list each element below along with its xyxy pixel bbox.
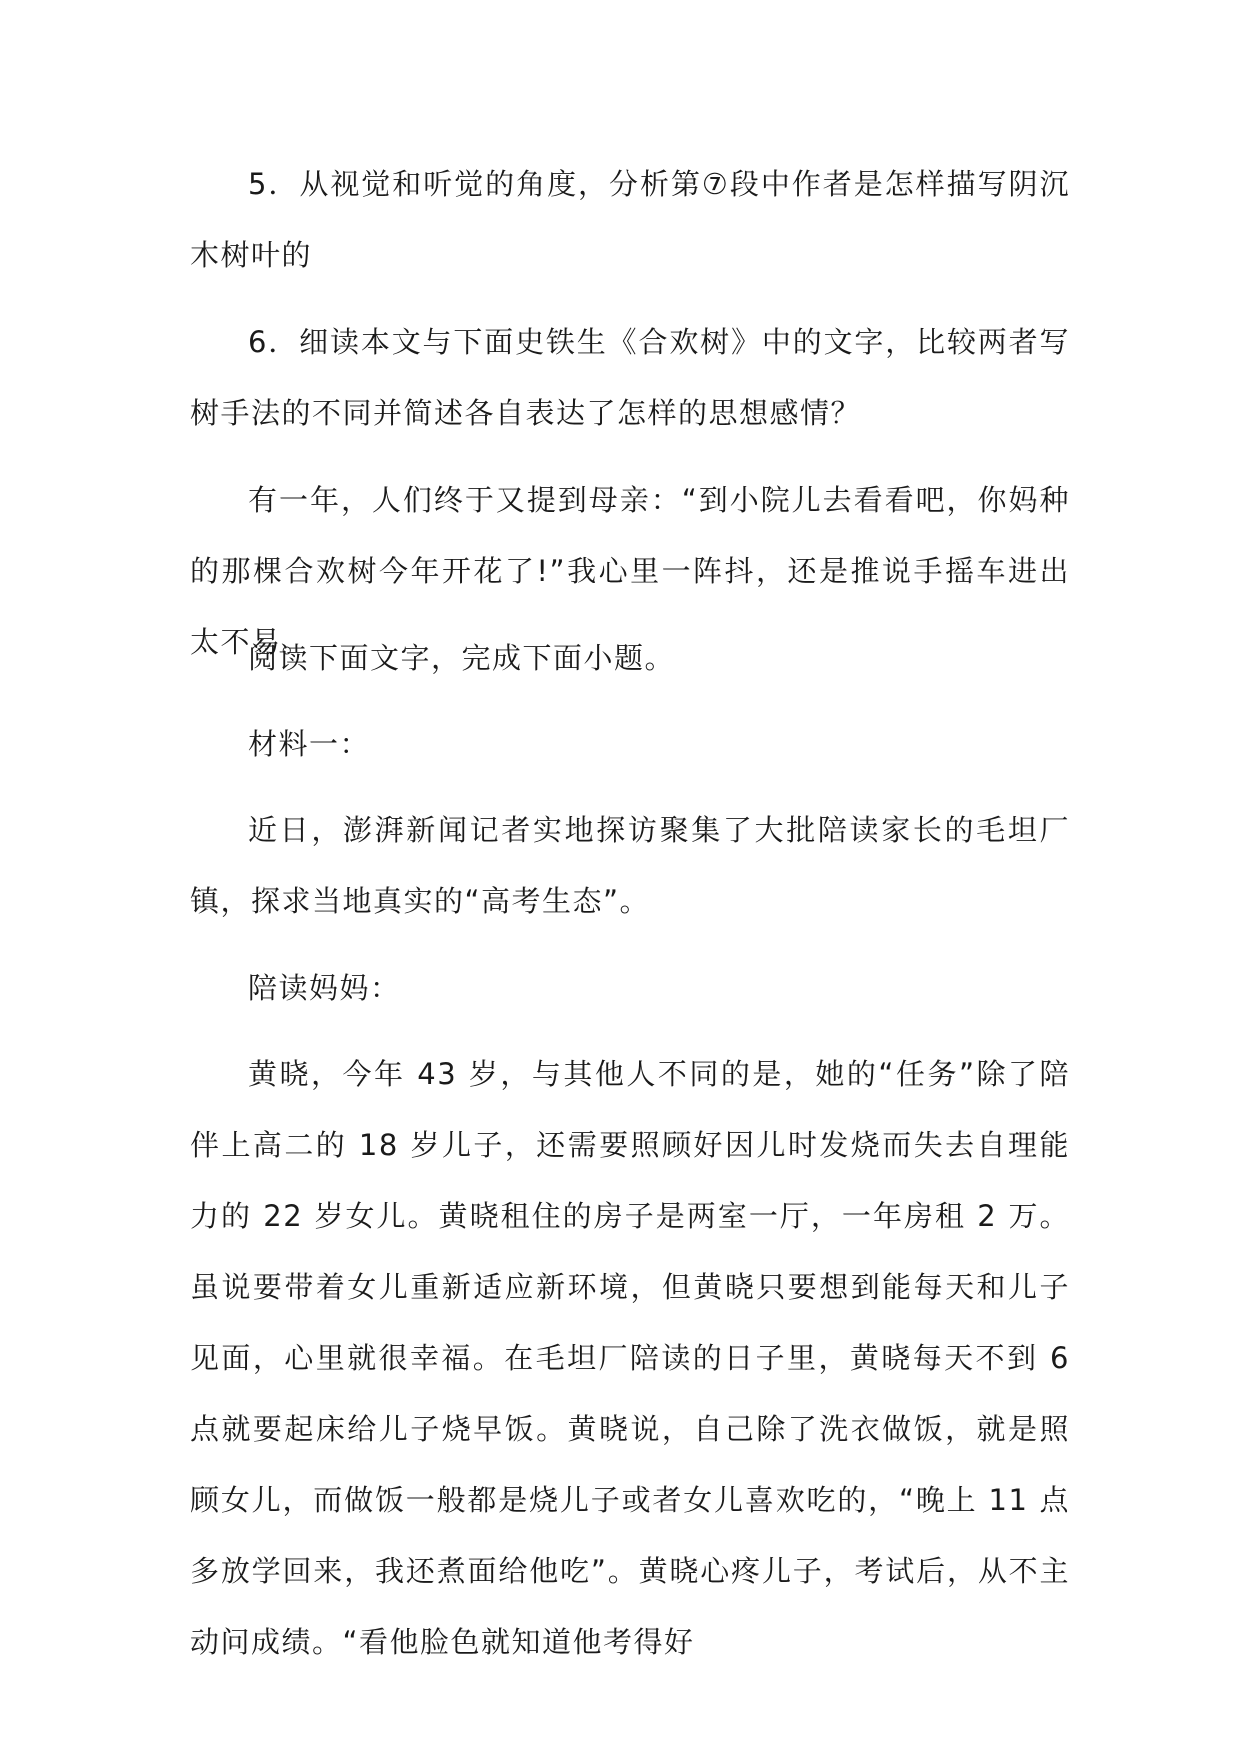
news-intro-paragraph: 近日，澎湃新闻记者实地探访聚集了大批陪读家长的毛坦厂镇，探求当地真实的“高考生态”。 <box>190 813 1070 918</box>
section-heading: 陪读妈妈： <box>248 971 401 1005</box>
reading-instruction-paragraph: 阅读下面文字，完成下面小题。 <box>248 641 676 675</box>
story-paragraph: 黄晓，今年 43 岁，与其他人不同的是，她的“任务”除了陪伴上高二的 18 岁儿子，还需要照顾好因儿时发烧而失去自理能力的 22 岁女儿。黄晓租住的房子是两室一厅，一年房租 2 万。虽说要带着女儿重新适应新环境，但黄晓只要想到能每天和儿子见面，心里就很幸福。在毛坦厂陪读的日子里，黄晓每天不到 6 点就要起床给儿子烧早饭。黄晓说，自己除了洗衣做饭，就是照顾女儿，而做饭一般都是烧儿子或者女儿喜欢吃的，“晚上 11 点多放学回来，我还煮面给他吃”。黄晓心疼儿子，考试后，从不主动问成绩。“看他脸色就知道他考得好 <box>190 1057 1070 1659</box>
question-6-paragraph: 6．细读本文与下面史铁生《合欢树》中的文字，比较两者写树手法的不同并简述各自表达了怎样的思想感情？ <box>190 325 1070 430</box>
quoted-excerpt-paragraph: 有一年，人们终于又提到母亲：“到小院儿去看看吧，你妈种的那棵合欢树今年开花了!”我心里一阵抖，还是推说手摇车进出太不易。 <box>190 483 1070 659</box>
question-5-paragraph: 5．从视觉和听觉的角度，分析第⑦段中作者是怎样描写阴沉木树叶的 <box>190 167 1070 272</box>
material-heading: 材料一： <box>248 727 371 761</box>
